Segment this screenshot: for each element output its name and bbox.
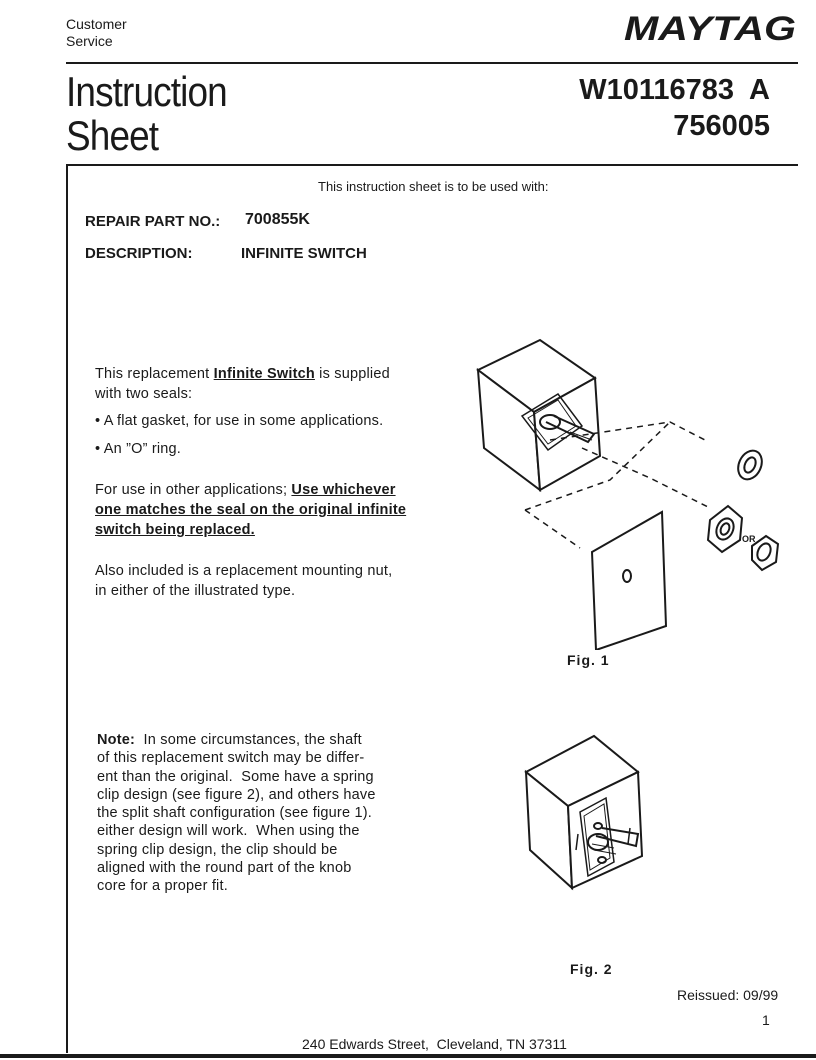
section-rule: [66, 164, 798, 166]
bottom-edge: [0, 1054, 816, 1058]
bullet-flat-gasket: • A flat gasket, for use in some applications.: [95, 413, 384, 429]
description-label: DESCRIPTION:: [85, 245, 193, 262]
title-line2: Sheet: [66, 112, 159, 159]
page-number: 1: [762, 1012, 770, 1028]
description-value: INFINITE SWITCH: [241, 245, 367, 262]
para1-underlined: Infinite Switch: [213, 366, 315, 382]
maytag-logo: [622, 10, 798, 44]
note-line7: spring clip design, the clip should be: [97, 841, 338, 858]
para3-line2: in either of the illustrated type.: [95, 583, 296, 599]
repair-part-label: REPAIR PART NO.:: [85, 213, 221, 230]
header-rule: [66, 62, 798, 64]
note-line1: In some circumstances, the shaft: [135, 732, 362, 748]
para2-u1: Use whichever: [291, 482, 396, 498]
or-label: OR: [742, 534, 756, 544]
figure-2-label: Fig. 2: [570, 961, 613, 977]
title-line1: Instruction: [66, 68, 227, 115]
paragraph-usage: [95, 480, 406, 540]
para3-line1: Also included is a replacement mounting nut,: [95, 563, 393, 579]
note-label: Note:: [97, 732, 136, 748]
para1-pre: This replacement: [95, 366, 214, 382]
note-line8: aligned with the round part of the knob: [97, 860, 352, 877]
note-line2: of this replacement switch may be differ-: [97, 750, 365, 767]
para1-post: is supplied: [314, 366, 390, 382]
customer-service-line2: Service: [66, 33, 113, 49]
figure-2-illustration: [518, 732, 658, 892]
customer-service-label: [66, 16, 127, 50]
customer-service-line1: Customer: [66, 16, 127, 32]
para2-pre: For use in other applications;: [95, 482, 292, 498]
repair-part-value: 700855K: [245, 211, 310, 228]
paragraph-seals: [95, 364, 390, 459]
address: 240 Edwards Street, Cleveland, TN 37311: [302, 1036, 567, 1052]
note-line9: core for a proper fit.: [97, 878, 228, 895]
note-line6: either design will work. When using the: [97, 823, 360, 840]
document-number: W10116783 A: [579, 74, 770, 106]
para2-u3: switch being replaced.: [95, 522, 255, 538]
document-number-secondary: 756005: [673, 110, 770, 142]
figure-1-label: Fig. 1: [567, 652, 610, 668]
reissued-date: Reissued: 09/99: [677, 987, 779, 1003]
note-line3: ent than the original. Some have a spring: [97, 768, 374, 785]
maytag-logo-text: MAYTAG: [624, 10, 796, 44]
bullet-o-ring: • An ”O” ring.: [95, 441, 182, 457]
note-paragraph: [97, 731, 376, 896]
figure-1-illustration: [470, 330, 790, 650]
note-line5: the split shaft configuration (see figure 1).: [97, 805, 372, 822]
paragraph-nut: [95, 561, 392, 601]
note-line4: clip design (see figure 2), and others have: [97, 786, 376, 803]
para1-line2: with two seals:: [95, 386, 193, 402]
page-title: [66, 70, 227, 158]
left-margin-rule: [66, 165, 68, 1053]
para2-u2: one matches the seal on the original infinite: [95, 502, 407, 518]
intro-text: This instruction sheet is to be used with:: [318, 179, 549, 194]
